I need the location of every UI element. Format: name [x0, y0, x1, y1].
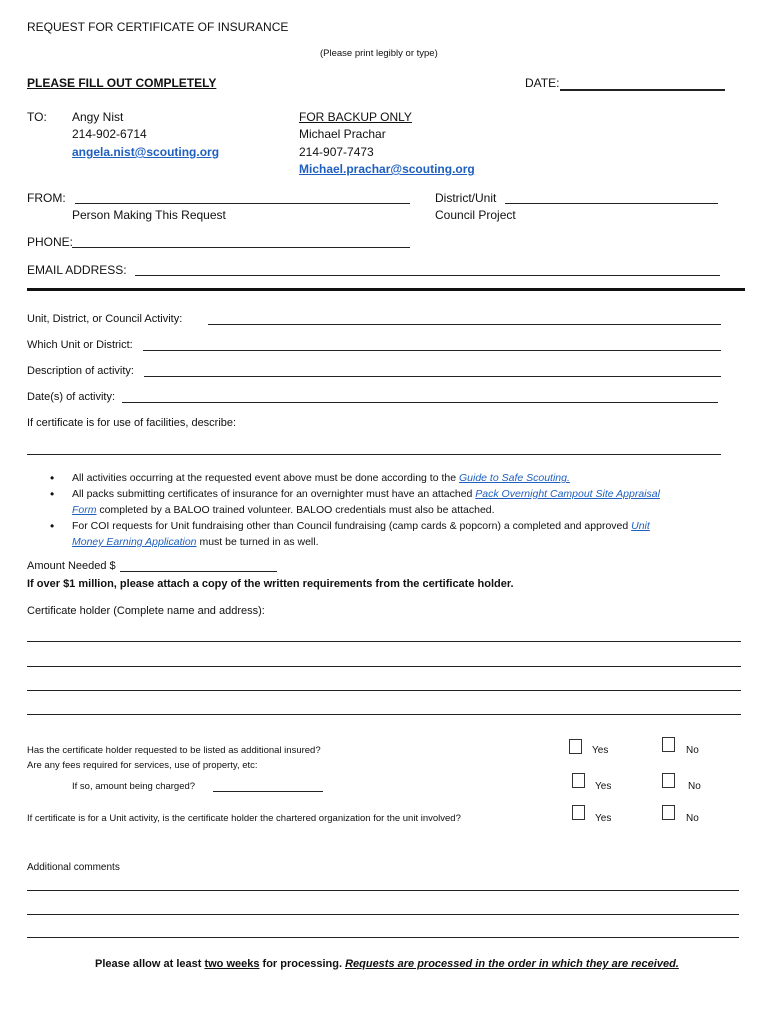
facilities-field[interactable] — [27, 454, 721, 455]
facilities-label: If certificate is for use of facilities, describe: — [27, 417, 237, 429]
form-title: REQUEST FOR CERTIFICATE OF INSURANCE — [27, 20, 289, 34]
bullet-text: For COI requests for Unit fundraising other than Council fundraising (camp cards & popcorn) a completed and approved — [72, 520, 632, 532]
certificate-holder-line[interactable] — [27, 641, 741, 642]
dates-field[interactable] — [122, 402, 718, 403]
amount-note: If over $1 million, please attach a copy of the written requirements from the certificate holder. — [27, 578, 514, 590]
certificate-holder-line[interactable] — [27, 690, 741, 691]
description-field[interactable] — [144, 376, 721, 377]
certificate-holder-label: Certificate holder (Complete name and address): — [27, 605, 265, 617]
amount-charged-field[interactable] — [213, 791, 323, 792]
footer-text: Please allow at least — [95, 958, 205, 970]
description-label: Description of activity: — [27, 365, 134, 377]
dates-label: Date(s) of activity: — [27, 391, 116, 403]
two-weeks-text: two weeks — [204, 958, 260, 970]
additional-insured-no-checkbox[interactable] — [662, 737, 675, 752]
chartered-org-question: If certificate is for a Unit activity, is the certificate holder the chartered organization for the unit involved? — [27, 813, 461, 824]
amount-charged-question: If so, amount being charged? — [72, 781, 196, 792]
phone-label: PHONE: — [27, 235, 74, 249]
to-name: Angy Nist — [72, 110, 124, 124]
fees-question: Are any fees required for services, use of property, etc: — [27, 760, 258, 771]
which-unit-field[interactable] — [143, 350, 721, 351]
date-label: DATE: — [525, 76, 560, 90]
additional-insured-question: Has the certificate holder requested to be listed as additional insured? — [27, 745, 321, 756]
fees-no-checkbox[interactable] — [662, 773, 675, 788]
list-item — [50, 518, 730, 550]
bullet-text: must be turned in as well. — [196, 536, 319, 548]
no-label: No — [686, 813, 699, 824]
list-item — [50, 486, 730, 518]
guide-to-safe-scouting-link[interactable]: Guide to Safe Scouting. — [458, 472, 570, 484]
fill-out-note: PLEASE FILL OUT COMPLETELY — [27, 76, 217, 90]
email-label: EMAIL ADDRESS: — [27, 263, 127, 277]
fees-yes-checkbox[interactable] — [572, 773, 585, 788]
chartered-org-no-checkbox[interactable] — [662, 805, 675, 820]
unit-activity-label: Unit, District, or Council Activity: — [27, 313, 183, 325]
district-unit-field[interactable] — [505, 203, 718, 204]
yes-label: Yes — [592, 745, 609, 756]
comments-line[interactable] — [27, 890, 739, 891]
section-divider — [27, 288, 745, 291]
which-unit-label: Which Unit or District: — [27, 339, 133, 351]
bullet-text: All activities occurring at the requested event above must be done according to the — [72, 472, 459, 484]
processing-note — [95, 958, 679, 970]
form-subtitle: (Please print legibly or type) — [320, 48, 438, 59]
additional-comments-label: Additional comments — [27, 862, 120, 873]
certificate-holder-line[interactable] — [27, 714, 741, 715]
backup-label: FOR BACKUP ONLY — [299, 110, 412, 124]
from-field[interactable] — [75, 203, 410, 204]
phone-field[interactable] — [72, 247, 410, 248]
no-label: No — [686, 745, 699, 756]
to-label: TO: — [27, 110, 47, 124]
backup-email-link[interactable]: Michael.prachar@scouting.org — [299, 162, 475, 176]
from-label: FROM: — [27, 191, 66, 205]
unit-activity-field[interactable] — [208, 324, 721, 325]
comments-line[interactable] — [27, 914, 739, 915]
amount-field[interactable] — [120, 571, 277, 572]
money-earning-application-link[interactable]: Unit — [631, 520, 650, 532]
to-email-link[interactable]: angela.nist@scouting.org — [72, 145, 220, 159]
date-field[interactable] — [560, 89, 725, 91]
requirements-list — [50, 470, 730, 550]
certificate-holder-line[interactable] — [27, 666, 741, 667]
order-note-text: Requests are processed in the order in which they are received. — [345, 958, 679, 970]
yes-label: Yes — [595, 813, 612, 824]
pack-overnight-form-link-cont[interactable]: Form — [72, 504, 97, 516]
footer-text: for processing. — [259, 958, 346, 970]
money-earning-application-link-cont[interactable]: Money Earning Application — [72, 536, 197, 548]
bullet-text: completed by a BALOO trained volunteer. BALOO credentials must also be attached. — [96, 504, 495, 516]
additional-insured-yes-checkbox[interactable] — [569, 739, 582, 754]
council-project-label: Council Project — [435, 208, 516, 222]
pack-overnight-form-link[interactable]: Pack Overnight Campout Site Appraisal — [475, 488, 660, 500]
backup-phone: 214-907-7473 — [299, 145, 374, 159]
email-field[interactable] — [135, 275, 720, 276]
list-item — [50, 470, 730, 486]
yes-label: Yes — [595, 781, 612, 792]
no-label: No — [688, 781, 701, 792]
to-phone: 214-902-6714 — [72, 127, 147, 141]
district-unit-label: District/Unit — [435, 191, 497, 205]
comments-line[interactable] — [27, 937, 739, 938]
amount-label: Amount Needed $ — [27, 560, 116, 572]
chartered-org-yes-checkbox[interactable] — [572, 805, 585, 820]
from-sublabel: Person Making This Request — [72, 208, 226, 222]
bullet-text: All packs submitting certificates of insurance for an overnighter must have an attached — [72, 488, 476, 500]
backup-name: Michael Prachar — [299, 127, 386, 141]
